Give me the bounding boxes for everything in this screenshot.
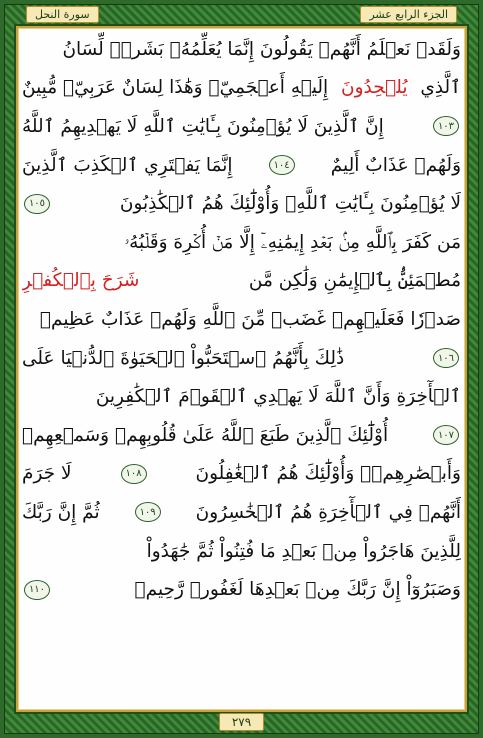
verse-text: أُوْلَٰٓئِكَ ٱلَّذِينَ طَبَعَ ٱللَّهُ عَلَىٰ قُلُوبِهِمۡ وَسَمۡعِهِمۡ (22, 424, 389, 446)
text-line (22, 184, 461, 223)
text-line (22, 30, 461, 69)
text-line (22, 339, 461, 378)
verse-text: لِلَّذِينَ هَاجَرُواْ مِنۢ بَعۡدِ مَا فُتِنُواْ ثُمَّ جَٰهَدُواْ (146, 540, 461, 562)
verse-text: ذَٰلِكَ بِأَنَّهُمُ ٱسۡتَحَبُّواْ ٱلۡحَيَوٰةَ ٱلدُّنۡيَا عَلَى (22, 347, 345, 369)
verse-text: وَلَهُمۡ عَذَابٌ أَلِيمٌ (330, 154, 461, 176)
text-line (22, 300, 461, 339)
text-line (22, 262, 461, 301)
verse-text: وَأَبۡصَٰرِهِمۡۖ وَأُوْلَٰٓئِكَ هُمُ ٱلۡغَٰفِلُونَ (195, 463, 461, 485)
text-line (22, 223, 461, 262)
text-line (22, 570, 461, 609)
quran-text (22, 30, 461, 708)
text-line (22, 107, 461, 146)
text-line (22, 455, 461, 494)
highlighted-word: يُلۡحِدُونَ (340, 77, 408, 99)
verse-text: لَا يُؤۡمِنُونَ بِـَٔايَٰتِ ٱللَّهِۖ وَأُوْلَٰٓئِكَ هُمُ ٱلۡكَٰذِبُونَ (119, 193, 461, 215)
verse-number-marker: ١٠٩ (135, 502, 161, 522)
verse-number-marker: ١٠٤ (269, 155, 295, 175)
text-line (22, 493, 461, 532)
page-footer (0, 712, 483, 732)
verse-text: أَنَّهُمۡ فِي ٱلۡأٓخِرَةِ هُمُ ٱلۡخَٰسِرُونَ (195, 501, 461, 523)
verse-text: لَا جَرَمَ (22, 463, 72, 485)
verse-number-marker: ١٠٧ (433, 425, 459, 445)
verse-text: وَلَقَدۡ نَعۡلَمُ أَنَّهُمۡ يَقُولُونَ إِنَّمَا يُعَلِّمُهُۥ بَشَرٞۗ لِّسَانُ (62, 38, 461, 60)
text-line (22, 69, 461, 108)
verse-text: ٱلَّذِي (420, 77, 461, 99)
verse-number-marker: ١٠٥ (24, 194, 50, 214)
juz-label: الجزء الرابع عشر (360, 6, 457, 23)
page-header (0, 4, 483, 24)
verse-text: إِلَيۡهِ أَعۡجَمِيّٞ وَهَٰذَا لِسَانٌ عَرَبِيّٞ مُّبِينٌ (22, 77, 329, 99)
surah-label: سورة النحل (26, 6, 99, 23)
verse-number-marker: ١٠٣ (433, 116, 459, 136)
verse-text: مَن كَفَرَ بِٱللَّهِ مِنۢ بَعۡدِ إِيمَٰنِهِۦٓ إِلَّا مَنۡ أُكۡرِهَ وَقَلۡبُهُۥ (124, 231, 461, 253)
verse-text: إِنَّ ٱلَّذِينَ لَا يُؤۡمِنُونَ بِـَٔايَٰتِ ٱللَّهِ لَا يَهۡدِيهِمُ ٱللَّهُ (22, 115, 384, 137)
verse-text: صَدۡرٗا فَعَلَيۡهِمۡ غَضَبٞ مِّنَ ٱللَّهِ وَلَهُمۡ عَذَابٌ عَظِيمٞ (39, 308, 461, 330)
highlighted-word: شَرَحَ بِٱلۡكُفۡرِ (22, 270, 140, 292)
verse-text: إِنَّمَا يَفۡتَرِي ٱلۡكَذِبَ ٱلَّذِينَ (22, 154, 233, 176)
verse-text: وَصَبَرُوٓاْ إِنَّ رَبَّكَ مِنۢ بَعۡدِهَا لَغَفُورٞ رَّحِيمٞ (134, 579, 461, 601)
verse-number-marker: ١١٠ (24, 580, 50, 600)
verse-text: ثُمَّ إِنَّ رَبَّكَ (22, 501, 100, 523)
text-line (22, 146, 461, 185)
text-line (22, 377, 461, 416)
text-line (22, 416, 461, 455)
page-number: ٢٧٩ (219, 713, 264, 731)
text-line (22, 532, 461, 571)
verse-number-marker: ١٠٨ (121, 464, 147, 484)
verse-number-marker: ١٠٦ (433, 348, 459, 368)
verse-text: مُطۡمَئِنُّۢ بِٱلۡإِيمَٰنِ وَلَٰكِن مَّن (248, 270, 461, 292)
verse-text: ٱلۡأٓخِرَةِ وَأَنَّ ٱللَّهَ لَا يَهۡدِي ٱلۡقَوۡمَ ٱلۡكَٰفِرِينَ (95, 386, 461, 408)
